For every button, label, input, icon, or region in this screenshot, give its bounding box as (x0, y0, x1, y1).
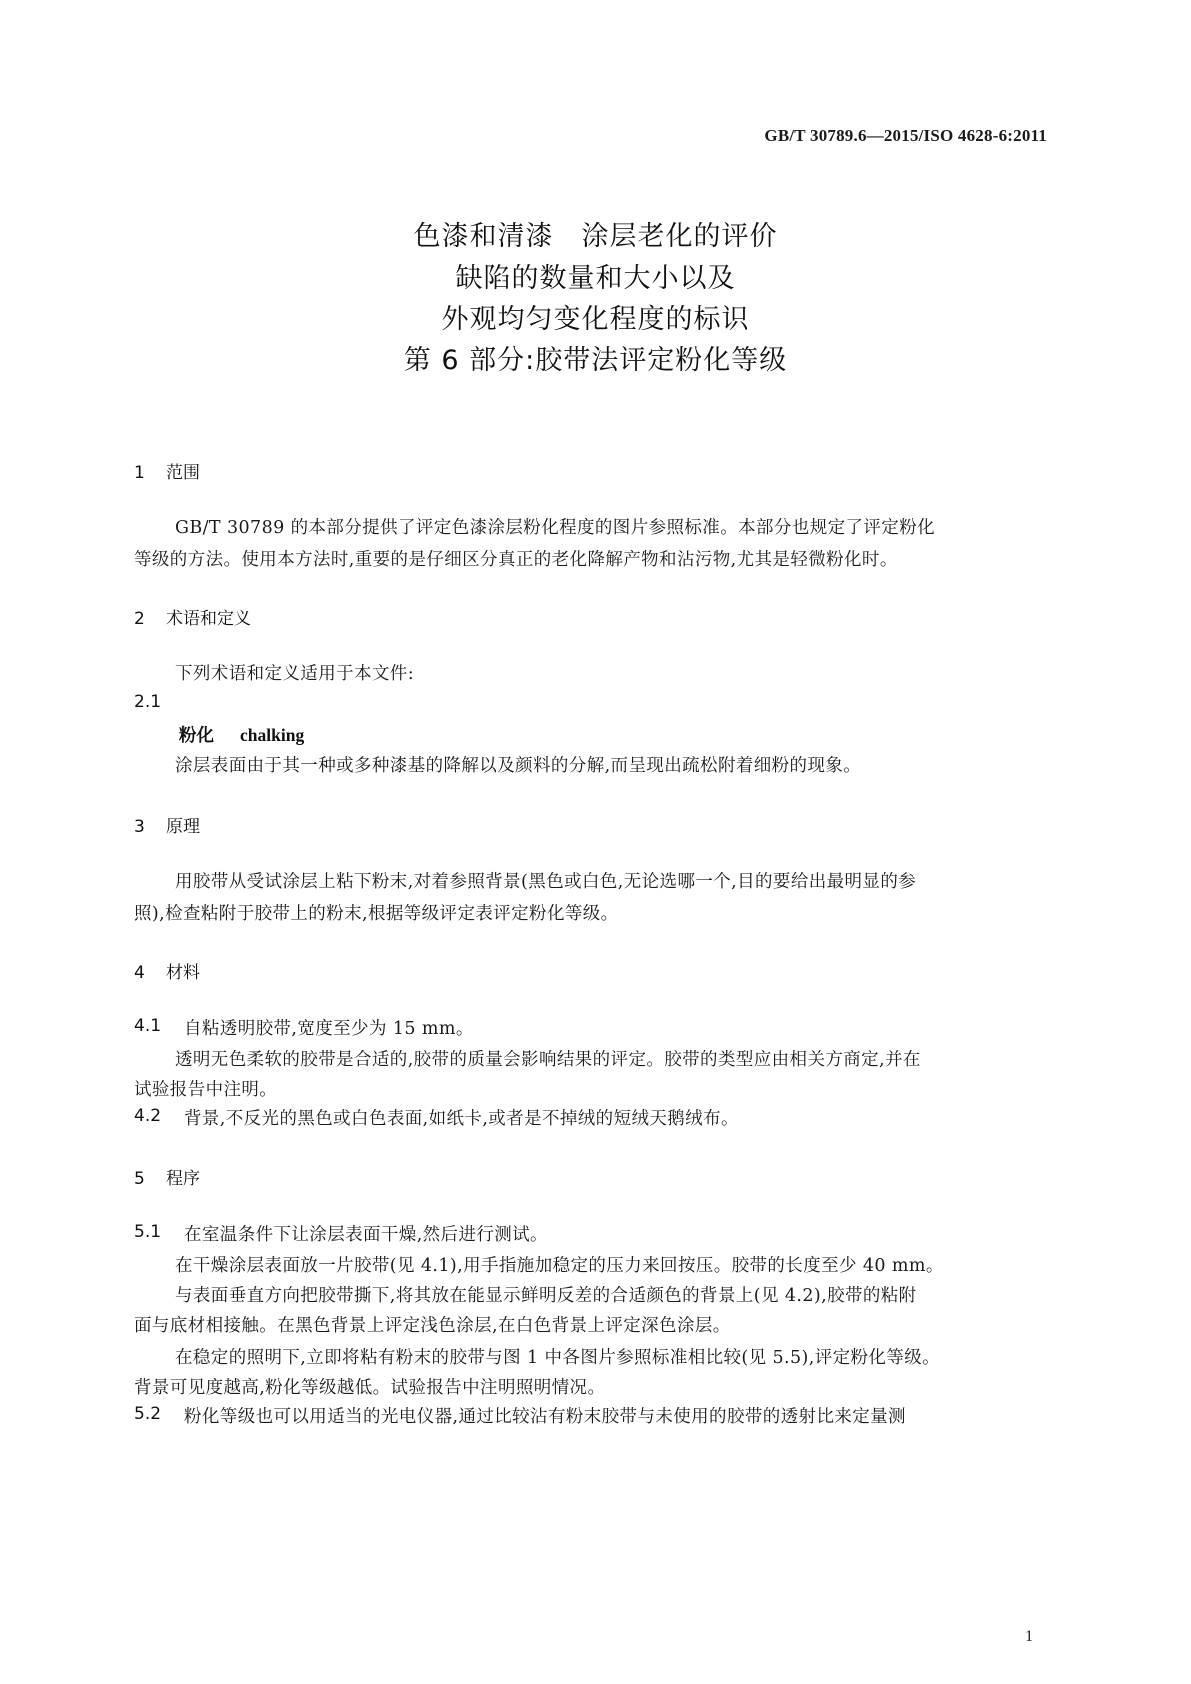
clause-5-2-text: 粉化等级也可以用适当的光电仪器,通过比较沾有粉末胶带与未使用的胶带的透射比来定量测 (184, 1407, 906, 1427)
section-number: 1 (134, 463, 145, 483)
clause-5-1-paragraph-3-line-1: 在稳定的照明下,立即将粘有粉末的胶带与图 1 中各图片参照标准相比较(见 5.5),评定粉化等级。 (175, 1348, 941, 1368)
section-title: 范围 (166, 463, 200, 483)
section-number: 2 (134, 609, 145, 629)
section-4-heading (134, 958, 200, 983)
section-title: 材料 (166, 963, 200, 983)
section-1-paragraph-line-1: GB/T 30789 的本部分提供了评定色漆涂层粉化程度的图片参照标准。本部分也规定了评定粉化 (175, 518, 936, 538)
clause-4-1-text: 自粘透明胶带,宽度至少为 15 mm。 (184, 1019, 474, 1039)
term-entry (179, 722, 304, 747)
section-title: 原理 (166, 817, 200, 837)
clause-5-1-paragraph-2-line-1: 与表面垂直方向把胶带撕下,将其放在能显示鲜明反差的合适颜色的背景上(见 4.2),胶带的粘附 (175, 1286, 917, 1306)
clause-4-1-paragraph-line-2: 试验报告中注明。 (134, 1080, 278, 1100)
clause-5-1-paragraph-2-line-2: 面与底材相接触。在黑色背景上评定浅色涂层,在白色背景上评定深色涂层。 (134, 1316, 731, 1336)
clause-5-1-number: 5.1 (134, 1222, 162, 1242)
clause-5-1-paragraph-3-line-2: 背景可见度越高,粉化等级越低。试验报告中注明照明情况。 (134, 1378, 606, 1398)
title-line-1: 色漆和清漆 涂层老化的评价 (413, 221, 778, 252)
clause-4-2-text: 背景,不反光的黑色或白色表面,如纸卡,或者是不掉绒的短绒天鹅绒布。 (184, 1109, 739, 1129)
section-1-paragraph-line-2: 等级的方法。使用本方法时,重要的是仔细区分真正的老化降解产物和沾污物,尤其是轻微粉化时。 (134, 550, 898, 570)
section-number: 5 (134, 1169, 145, 1189)
section-number: 3 (134, 817, 145, 837)
clause-4-1-paragraph-line-1: 透明无色柔软的胶带是合适的,胶带的质量会影响结果的评定。胶带的类型应由相关方商定,并在 (175, 1050, 921, 1070)
clause-5-1-text: 在室温条件下让涂层表面干燥,然后进行测试。 (184, 1225, 548, 1245)
term-number: 2.1 (134, 692, 162, 712)
section-2-intro: 下列术语和定义适用于本文件: (175, 664, 414, 684)
standard-code: GB/T 30789.6—2015/ISO 4628-6:2011 (764, 126, 1047, 145)
term-chinese: 粉化 (179, 726, 214, 746)
section-title: 程序 (166, 1169, 200, 1189)
clause-4-1-number: 4.1 (134, 1016, 162, 1036)
title-line-3: 外观均匀变化程度的标识 (441, 304, 750, 335)
section-1-heading (134, 458, 200, 483)
section-number: 4 (134, 963, 145, 983)
section-3-paragraph-line-2: 照),检查粘附于胶带上的粉末,根据等级评定表评定粉化等级。 (134, 904, 619, 924)
section-3-paragraph-line-1: 用胶带从受试涂层上粘下粉末,对着参照背景(黑色或白色,无论选哪一个,目的要给出最明显的参 (175, 872, 917, 892)
page-number: 1 (1025, 1628, 1033, 1645)
section-3-heading (134, 812, 200, 837)
title-line-4: 第 6 部分:胶带法评定粉化等级 (403, 345, 788, 376)
section-2-heading (134, 604, 251, 629)
section-title: 术语和定义 (166, 609, 251, 629)
title-line-2: 缺陷的数量和大小以及 (455, 263, 736, 294)
term-definition: 涂层表面由于其一种或多种漆基的降解以及颜料的分解,而呈现出疏松附着细粉的现象。 (175, 756, 862, 776)
section-5-heading (134, 1164, 200, 1189)
clause-4-2-number: 4.2 (134, 1106, 162, 1126)
clause-5-1-paragraph-1: 在干燥涂层表面放一片胶带(见 4.1),用手指施加稳定的压力来回按压。胶带的长度至少 40 mm。 (175, 1256, 944, 1276)
term-english: chalking (240, 725, 305, 745)
clause-5-2-number: 5.2 (134, 1404, 162, 1424)
